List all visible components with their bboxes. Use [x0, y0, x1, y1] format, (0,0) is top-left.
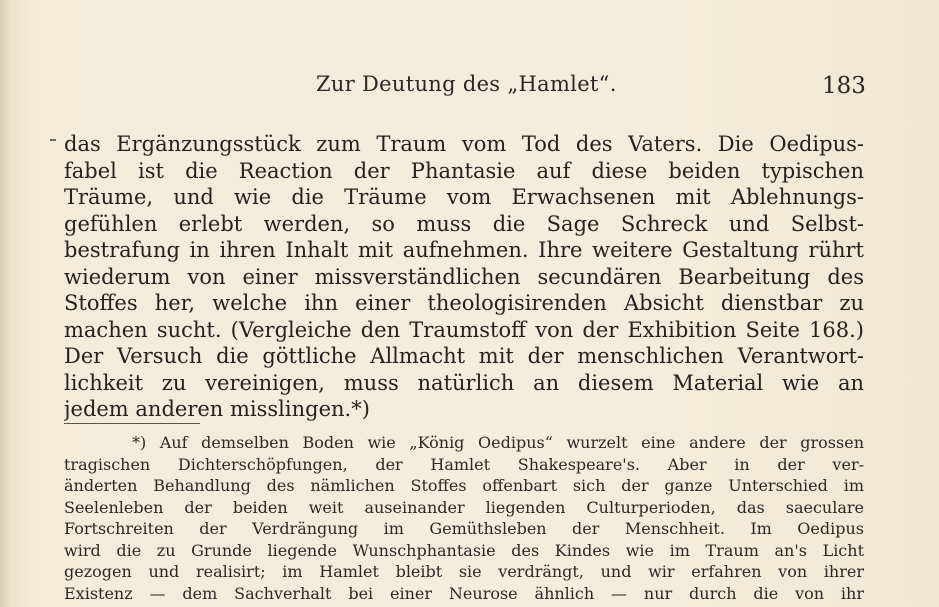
body-line: bestrafung in ihren Inhalt mit aufnehmen. Ihre weitere Gestaltung rührt [64, 238, 864, 262]
body-line: lichkeit zu vereinigen, muss natürlich an diesem Material wie an [64, 370, 864, 395]
body-line: jedem anderen misslingen.*) [64, 397, 370, 421]
footnote-line: gezogen und realisirt; im Hamlet bleibt sie verdrängt, und wir erfahren von ihrer [64, 562, 864, 581]
footnote-line: tragischen Dichterschöpfungen, der Hamlet Shakespeare's. Aber in der ver- [64, 454, 864, 474]
footnote-line: Fortschreiten der Verdrängung im Gemüthsleben der Menschheit. Im Oedipus [64, 519, 864, 538]
running-head: Zur Deutung des „Hamlet“. [316, 72, 617, 96]
footnote-line: wird die zu Grunde liegende Wunschphantasie des Kindes wie im Traum an's Licht [64, 540, 864, 560]
body-paragraph [64, 131, 864, 423]
body-line: das Ergänzungsstück zum Traum vom Tod des Vaters. Die Oedipus- [64, 132, 864, 156]
page-gutter-shadow [0, 0, 10, 607]
footnote-line: *) Auf demselben Boden wie „König Oedipus“ wurzelt eine andere der grossen [132, 433, 864, 452]
body-line: Träume, und wie die Träume vom Erwachsenen mit Ablehnungs- [64, 185, 864, 209]
footnote-rule [64, 423, 200, 424]
footnote-line: Seelenleben der beiden weit auseinander liegenden Culturperioden, das saeculare [64, 497, 864, 517]
margin-mark [50, 139, 56, 141]
page-number: 183 [822, 73, 866, 99]
body-line: fabel ist die Reaction der Phantasie auf diese beiden typischen [64, 158, 864, 183]
body-line: gefühlen erlebt werden, so muss die Sage Schreck und Selbst- [64, 211, 864, 236]
body-line: wiederum von einer missverständlichen secundären Bearbeitung des [64, 264, 864, 289]
footnote [64, 432, 864, 604]
footnote-line: änderten Behandlung des nämlichen Stoffes offenbart sich der ganze Unterschied im [64, 476, 864, 495]
footnote-line: Existenz — dem Sachverhalt bei einer Neurose ähnlich — nur durch die von ihr [64, 583, 864, 603]
body-line: Stoffes her, welche ihn einer theologisirenden Absicht dienstbar zu [64, 291, 864, 315]
body-line: machen sucht. (Vergleiche den Traumstoff von der Exhibition Seite 168.) [64, 317, 864, 342]
body-line: Der Versuch die göttliche Allmacht mit der menschlichen Verantwort- [64, 344, 864, 368]
